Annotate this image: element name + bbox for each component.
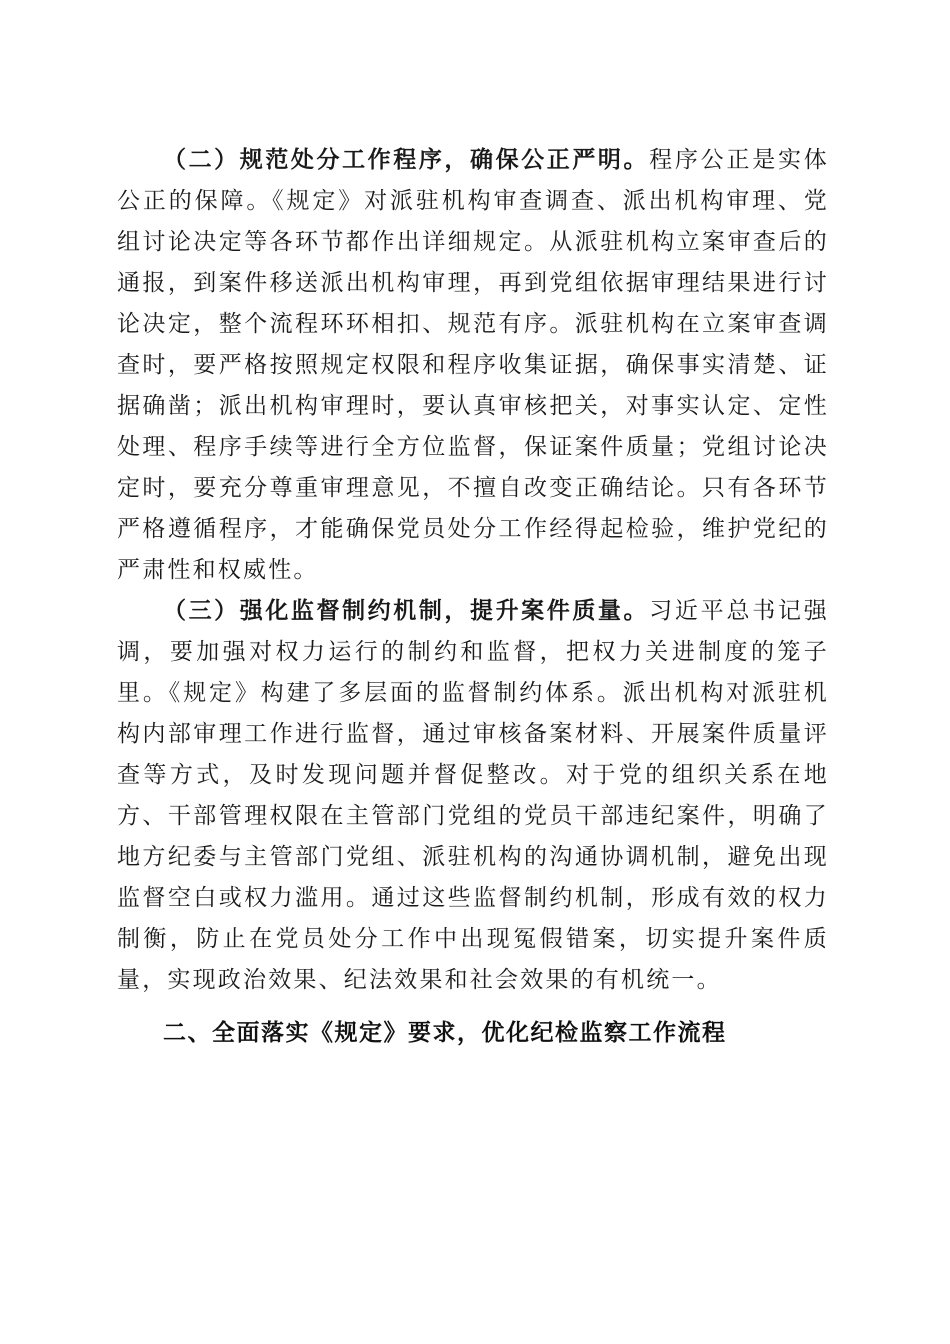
document-body bbox=[117, 140, 829, 1054]
section-heading: 二、全面落实《规定》要求，优化纪检监察工作流程 bbox=[163, 1020, 727, 1046]
paragraph-lead: （三）强化监督制约机制，提升案件质量。 bbox=[163, 598, 650, 624]
paragraph-supervision bbox=[117, 591, 829, 1001]
paragraph-procedure bbox=[117, 140, 829, 591]
paragraph-text: 程序公正是实体公正的保障。《规定》对派驻机构审查调查、派出机构审理、党组讨论决定等各环节都作出详细规定。从派驻机构立案审查后的通报，到案件移送派出机构审理，再到党组依据审理结果进行讨论决定，整个流程环环相扣、规范有序。派驻机构在立案审查调查时，要严格按照规定权限和程序收集证据，确保事实清楚、证据确凿；派出机构审理时，要认真审核把关，对事实认定、定性处理、程序手续等进行全方位监督，保证案件质量；党组讨论决定时，要充分尊重审理意见，不擅自改变正确结论。只有各环节严格遵循程序，才能确保党员处分工作经得起检验，维护党纪的严肃性和权威性。 bbox=[117, 147, 829, 583]
paragraph-text: 习近平总书记强调，要加强对权力运行的制约和监督，把权力关进制度的笼子里。《规定》构建了多层面的监督制约体系。派出机构对派驻机构内部审理工作进行监督，通过审核备案材料、开展案件质量评查等方式，及时发现问题并督促整改。对于党的组织关系在地方、干部管理权限在主管部门党组的党员干部违纪案件，明确了地方纪委与主管部门党组、派驻机构的沟通协调机制，避免出现监督空白或权力滥用。通过这些监督制约机制，形成有效的权力制衡，防止在党员处分工作中出现冤假错案，切实提升案件质量，实现政治效果、纪法效果和社会效果的有机统一。 bbox=[117, 598, 829, 993]
paragraph-lead: （二）规范处分工作程序，确保公正严明。 bbox=[163, 147, 650, 173]
